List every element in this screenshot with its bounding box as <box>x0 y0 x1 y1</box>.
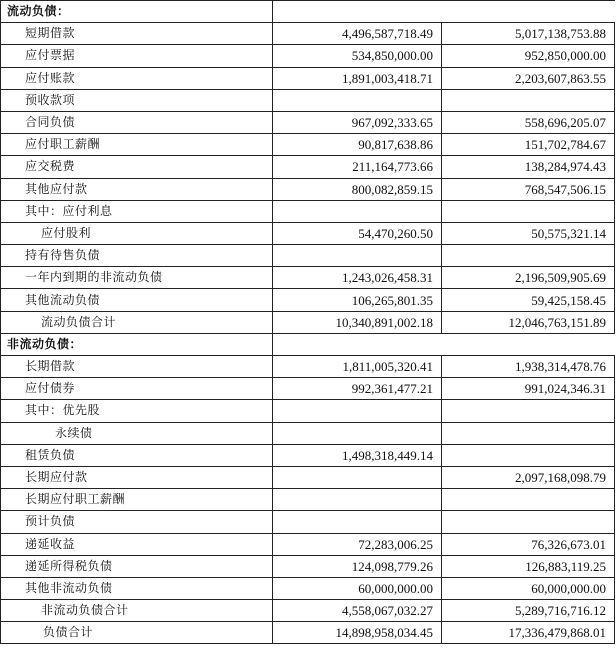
row-value-current: 1,498,318,449.14 <box>273 444 442 466</box>
row-label: 应付账款 <box>1 67 273 89</box>
table-row <box>1 134 615 156</box>
table-row <box>1 45 615 67</box>
subtotal-row-current <box>1 311 615 333</box>
table-row <box>1 555 615 577</box>
row-label: 流动负债合计 <box>1 311 273 333</box>
row-value-current: 1,811,005,320.41 <box>273 356 442 378</box>
row-value-current: 10,340,891,002.18 <box>273 311 442 333</box>
row-label: 合同负债 <box>1 111 273 133</box>
row-value-current: 60,000,000.00 <box>273 577 442 599</box>
row-value-current <box>273 511 442 533</box>
row-value-current: 72,283,006.25 <box>273 533 442 555</box>
table-row <box>1 111 615 133</box>
row-value-prior: 126,883,119.25 <box>442 555 615 577</box>
section-title-current: 流动负债： <box>1 1 273 23</box>
table-row <box>1 511 615 533</box>
row-label: 递延收益 <box>1 533 273 555</box>
row-label: 一年内到期的非流动负债 <box>1 267 273 289</box>
row-value-current: 211,164,773.66 <box>273 156 442 178</box>
row-label: 长期借款 <box>1 356 273 378</box>
row-label: 应付债券 <box>1 378 273 400</box>
row-value-prior: 558,696,205.07 <box>442 111 615 133</box>
row-value-prior: 768,547,506.15 <box>442 178 615 200</box>
row-value-current: 4,496,587,718.49 <box>273 23 442 45</box>
row-label: 应付股利 <box>1 222 273 244</box>
row-value-prior <box>442 200 615 222</box>
row-label: 递延所得税负债 <box>1 555 273 577</box>
row-value-prior: 12,046,763,151.89 <box>442 311 615 333</box>
section-row-noncurrent <box>1 333 615 355</box>
row-value-prior: 1,938,314,478.76 <box>442 356 615 378</box>
row-value-prior <box>442 422 615 444</box>
row-value-prior <box>442 444 615 466</box>
subtotal-row-noncurrent <box>1 600 615 622</box>
table-row <box>1 444 615 466</box>
table-row <box>1 378 615 400</box>
table-row <box>1 400 615 422</box>
row-value-current: 90,817,638.86 <box>273 134 442 156</box>
row-label: 永续债 <box>1 422 273 444</box>
row-value-current <box>273 400 442 422</box>
row-value-prior: 991,024,346.31 <box>442 378 615 400</box>
row-label: 长期应付职工薪酬 <box>1 489 273 511</box>
row-value-prior <box>442 400 615 422</box>
row-value-prior <box>442 89 615 111</box>
row-value-prior <box>442 511 615 533</box>
table-row <box>1 489 615 511</box>
row-label: 持有待售负债 <box>1 245 273 267</box>
row-label: 短期借款 <box>1 23 273 45</box>
row-value-prior: 952,850,000.00 <box>442 45 615 67</box>
table-row <box>1 577 615 599</box>
row-value-current <box>273 89 442 111</box>
row-value-prior <box>442 489 615 511</box>
row-value-prior: 5,017,138,753.88 <box>442 23 615 45</box>
row-label: 其他应付款 <box>1 178 273 200</box>
row-label: 非流动负债合计 <box>1 600 273 622</box>
row-value-prior: 59,425,158.45 <box>442 289 615 311</box>
table-row <box>1 245 615 267</box>
table-row <box>1 533 615 555</box>
row-label: 其中：应付利息 <box>1 200 273 222</box>
row-label: 应付职工薪酬 <box>1 134 273 156</box>
row-label: 其他非流动负债 <box>1 577 273 599</box>
row-label: 长期应付款 <box>1 466 273 488</box>
section-title-noncurrent: 非流动负债： <box>1 333 273 355</box>
row-value-prior: 76,326,673.01 <box>442 533 615 555</box>
row-value-current: 54,470,260.50 <box>273 222 442 244</box>
table-row <box>1 89 615 111</box>
row-label: 租赁负债 <box>1 444 273 466</box>
row-value-current: 124,098,779.26 <box>273 555 442 577</box>
row-value-current: 967,092,333.65 <box>273 111 442 133</box>
row-value-prior <box>442 245 615 267</box>
table-row <box>1 23 615 45</box>
row-label: 其他流动负债 <box>1 289 273 311</box>
row-value-current <box>273 466 442 488</box>
row-value-current: 14,898,958,034.45 <box>273 622 442 644</box>
table-row <box>1 156 615 178</box>
row-value-prior: 5,289,716,716.12 <box>442 600 615 622</box>
table-row <box>1 466 615 488</box>
row-label: 预收款项 <box>1 89 273 111</box>
table-row <box>1 289 615 311</box>
row-value-current <box>273 489 442 511</box>
table-row <box>1 178 615 200</box>
row-value-current <box>273 200 442 222</box>
row-label: 应付票据 <box>1 45 273 67</box>
row-value-current: 106,265,801.35 <box>273 289 442 311</box>
row-label: 其中：优先股 <box>1 400 273 422</box>
row-value-prior: 60,000,000.00 <box>442 577 615 599</box>
row-value-prior: 2,097,168,098.79 <box>442 466 615 488</box>
row-label: 负债合计 <box>1 622 273 644</box>
row-value-current: 1,891,003,418.71 <box>273 67 442 89</box>
table-row <box>1 422 615 444</box>
table-row <box>1 356 615 378</box>
row-value-current: 4,558,067,032.27 <box>273 600 442 622</box>
row-value-current <box>273 422 442 444</box>
row-value-prior: 2,196,509,905.69 <box>442 267 615 289</box>
table-row <box>1 200 615 222</box>
row-value-prior: 138,284,974.43 <box>442 156 615 178</box>
row-value-prior: 2,203,607,863.55 <box>442 67 615 89</box>
row-value-current: 992,361,477.21 <box>273 378 442 400</box>
row-value-prior: 151,702,784.67 <box>442 134 615 156</box>
row-value-current: 800,082,859.15 <box>273 178 442 200</box>
row-value-prior: 17,336,479,868.01 <box>442 622 615 644</box>
row-label: 预计负债 <box>1 511 273 533</box>
table-row <box>1 222 615 244</box>
total-row-liabilities <box>1 622 615 644</box>
row-value-current: 1,243,026,458.31 <box>273 267 442 289</box>
row-value-current: 534,850,000.00 <box>273 45 442 67</box>
section-row-current <box>1 1 615 23</box>
row-value-current <box>273 245 442 267</box>
table-row <box>1 67 615 89</box>
row-value-prior: 50,575,321.14 <box>442 222 615 244</box>
table-row <box>1 267 615 289</box>
row-label: 应交税费 <box>1 156 273 178</box>
